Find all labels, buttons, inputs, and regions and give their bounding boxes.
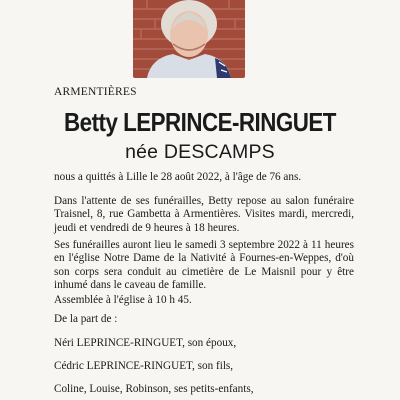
death-line: nous a quittés à Lille le 28 août 2022, à l'âge de 76 ans. — [54, 171, 302, 183]
deceased-name — [28, 107, 372, 138]
assembly-line: Assemblée à l'église à 10 h 45. — [54, 294, 192, 306]
family-member: Néri LEPRINCE-RINGUET, son époux, — [54, 337, 237, 349]
family-member: Coline, Louise, Robinson, ses petits-enfants, — [54, 383, 254, 395]
family-member: Cédric LEPRINCE-RINGUET, son fils, — [54, 360, 234, 372]
city-name: ARMENTIÈRES — [54, 86, 137, 98]
last-name: LEPRINCE-RINGUET — [123, 107, 336, 137]
first-name: Betty — [64, 107, 118, 137]
from-label: De la part de : — [54, 313, 118, 325]
rest-paragraph: Dans l'attente de ses funérailles, Betty repose au salon funéraire Traisnel, 8, rue Gambetta à Armentières. Visites mardi, mercredi, jeudi et vendredi de 9 heures à 18 heures. — [54, 195, 354, 234]
funeral-paragraph: Ses funérailles auront lieu le samedi 3 septembre 2022 à 11 heures en l'église Notre Dame de la Nativité à Fournes-en-Weppes, d'où son corps sera conduit au cimetière de Le Maisnil pour y être inhumé dans le caveau de famille. — [54, 239, 354, 292]
maiden-name: née DESCAMPS — [125, 141, 275, 163]
portrait-photo — [133, 0, 245, 78]
